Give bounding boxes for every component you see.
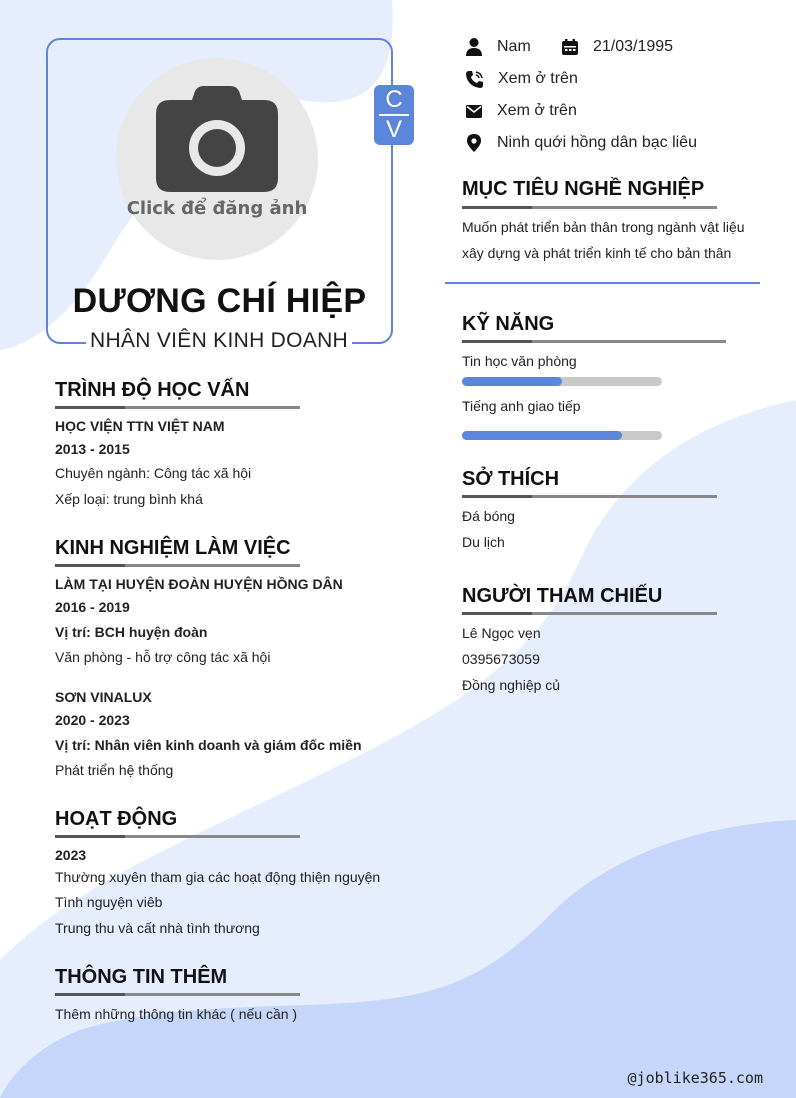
watermark: @joblike365.com xyxy=(627,1069,763,1087)
skill-label[interactable]: Tin học văn phòng xyxy=(462,353,577,369)
calendar-icon xyxy=(562,39,578,55)
skill-bar-fill xyxy=(462,431,622,440)
job-company[interactable]: SƠN VINALUX xyxy=(55,689,152,705)
activities-title: HOẠT ĐỘNG xyxy=(55,808,178,830)
objective-line-1[interactable]: Muốn phát triển bản thân trong ngành vật liệu xyxy=(462,219,745,235)
skill-bar xyxy=(462,377,662,386)
envelope-icon xyxy=(466,105,482,118)
cv-badge-bottom: V xyxy=(385,116,402,143)
address-value[interactable]: Ninh quới hồng dân bạc liêu xyxy=(497,134,697,151)
additional-rule xyxy=(55,993,300,996)
full-name[interactable]: DƯƠNG CHÍ HIỆP xyxy=(72,282,367,320)
objective-rule xyxy=(462,206,717,209)
hobby-item[interactable]: Du lịch xyxy=(462,534,505,550)
gender-value[interactable]: Nam xyxy=(497,38,531,55)
education-rule xyxy=(55,406,300,409)
education-years[interactable]: 2013 - 2015 xyxy=(55,441,130,457)
birthday-value[interactable]: 21/03/1995 xyxy=(593,38,674,55)
cv-badge xyxy=(374,85,414,145)
experience-title: KINH NGHIỆM LÀM VIỆC xyxy=(55,537,291,559)
job-title[interactable]: NHÂN VIÊN KINH DOANH xyxy=(86,329,352,353)
skills-rule xyxy=(462,340,726,343)
phone-icon xyxy=(466,71,483,88)
email-value[interactable]: Xem ở trên xyxy=(497,102,577,119)
education-title: TRÌNH ĐỘ HỌC VẤN xyxy=(55,379,250,401)
job-description[interactable]: Văn phòng - hỗ trợ công tác xã hội xyxy=(55,649,271,665)
activity-item[interactable]: Thường xuyên tham gia các hoạt động thiện nguyện xyxy=(55,869,381,885)
additional-text[interactable]: Thêm những thông tin khác ( nếu cần ) xyxy=(55,1006,298,1022)
reference-relation[interactable]: Đồng nghiệp củ xyxy=(462,677,561,693)
phone-row xyxy=(466,70,578,88)
location-pin-icon xyxy=(467,134,481,152)
cv-badge-top: C xyxy=(385,86,403,113)
hobbies-rule xyxy=(462,495,717,498)
birthday-row xyxy=(562,38,673,56)
job-years[interactable]: 2016 - 2019 xyxy=(55,599,130,615)
hobbies-title: SỞ THÍCH xyxy=(462,468,560,490)
job-position[interactable]: Vị trí: BCH huyện đoàn xyxy=(55,624,208,640)
camera-icon xyxy=(156,86,278,192)
reference-rule xyxy=(462,612,717,615)
education-grade[interactable]: Xếp loại: trung bình khá xyxy=(55,491,203,507)
job-description[interactable]: Phát triển hệ thống xyxy=(55,762,174,778)
email-row xyxy=(466,102,577,120)
objective-line-2[interactable]: xây dựng và phát triển kinh tế cho bản thân xyxy=(462,245,732,261)
additional-title: THÔNG TIN THÊM xyxy=(55,966,228,988)
skill-bar-fill xyxy=(462,377,562,386)
skill-bar xyxy=(462,431,662,440)
experience-rule xyxy=(55,564,300,567)
education-major[interactable]: Chuyên ngành: Công tác xã hội xyxy=(55,465,252,481)
objective-divider xyxy=(445,282,760,284)
skills-title: KỸ NĂNG xyxy=(462,313,555,335)
hobby-item[interactable]: Đá bóng xyxy=(462,508,515,524)
skill-label[interactable]: Tiếng anh giao tiếp xyxy=(462,398,581,414)
reference-phone[interactable]: 0395673059 xyxy=(462,651,540,667)
activity-item[interactable]: Trung thu và cất nhà tình thương xyxy=(55,920,260,936)
job-position[interactable]: Vị trí: Nhân viên kinh doanh và giám đốc miền xyxy=(55,737,362,753)
job-years[interactable]: 2020 - 2023 xyxy=(55,712,130,728)
job-company[interactable]: LÀM TẠI HUYỆN ĐOÀN HUYỆN HỒNG DÂN xyxy=(55,576,343,592)
activity-item[interactable]: Tình nguyện viêb xyxy=(55,894,163,910)
photo-upload-label: Click để đăng ảnh xyxy=(126,198,308,219)
gender-row xyxy=(466,38,531,56)
activities-year[interactable]: 2023 xyxy=(55,847,87,863)
activities-rule xyxy=(55,835,300,838)
address-row xyxy=(467,134,697,152)
photo-upload[interactable] xyxy=(116,58,318,260)
person-icon xyxy=(466,38,482,56)
reference-name[interactable]: Lê Ngọc vẹn xyxy=(462,625,541,641)
education-school[interactable]: HỌC VIỆN TTN VIỆT NAM xyxy=(55,418,225,434)
phone-value[interactable]: Xem ở trên xyxy=(498,70,578,87)
objective-title: MỤC TIÊU NGHỀ NGHIỆP xyxy=(462,178,705,200)
reference-title: NGƯỜI THAM CHIẾU xyxy=(462,585,663,607)
